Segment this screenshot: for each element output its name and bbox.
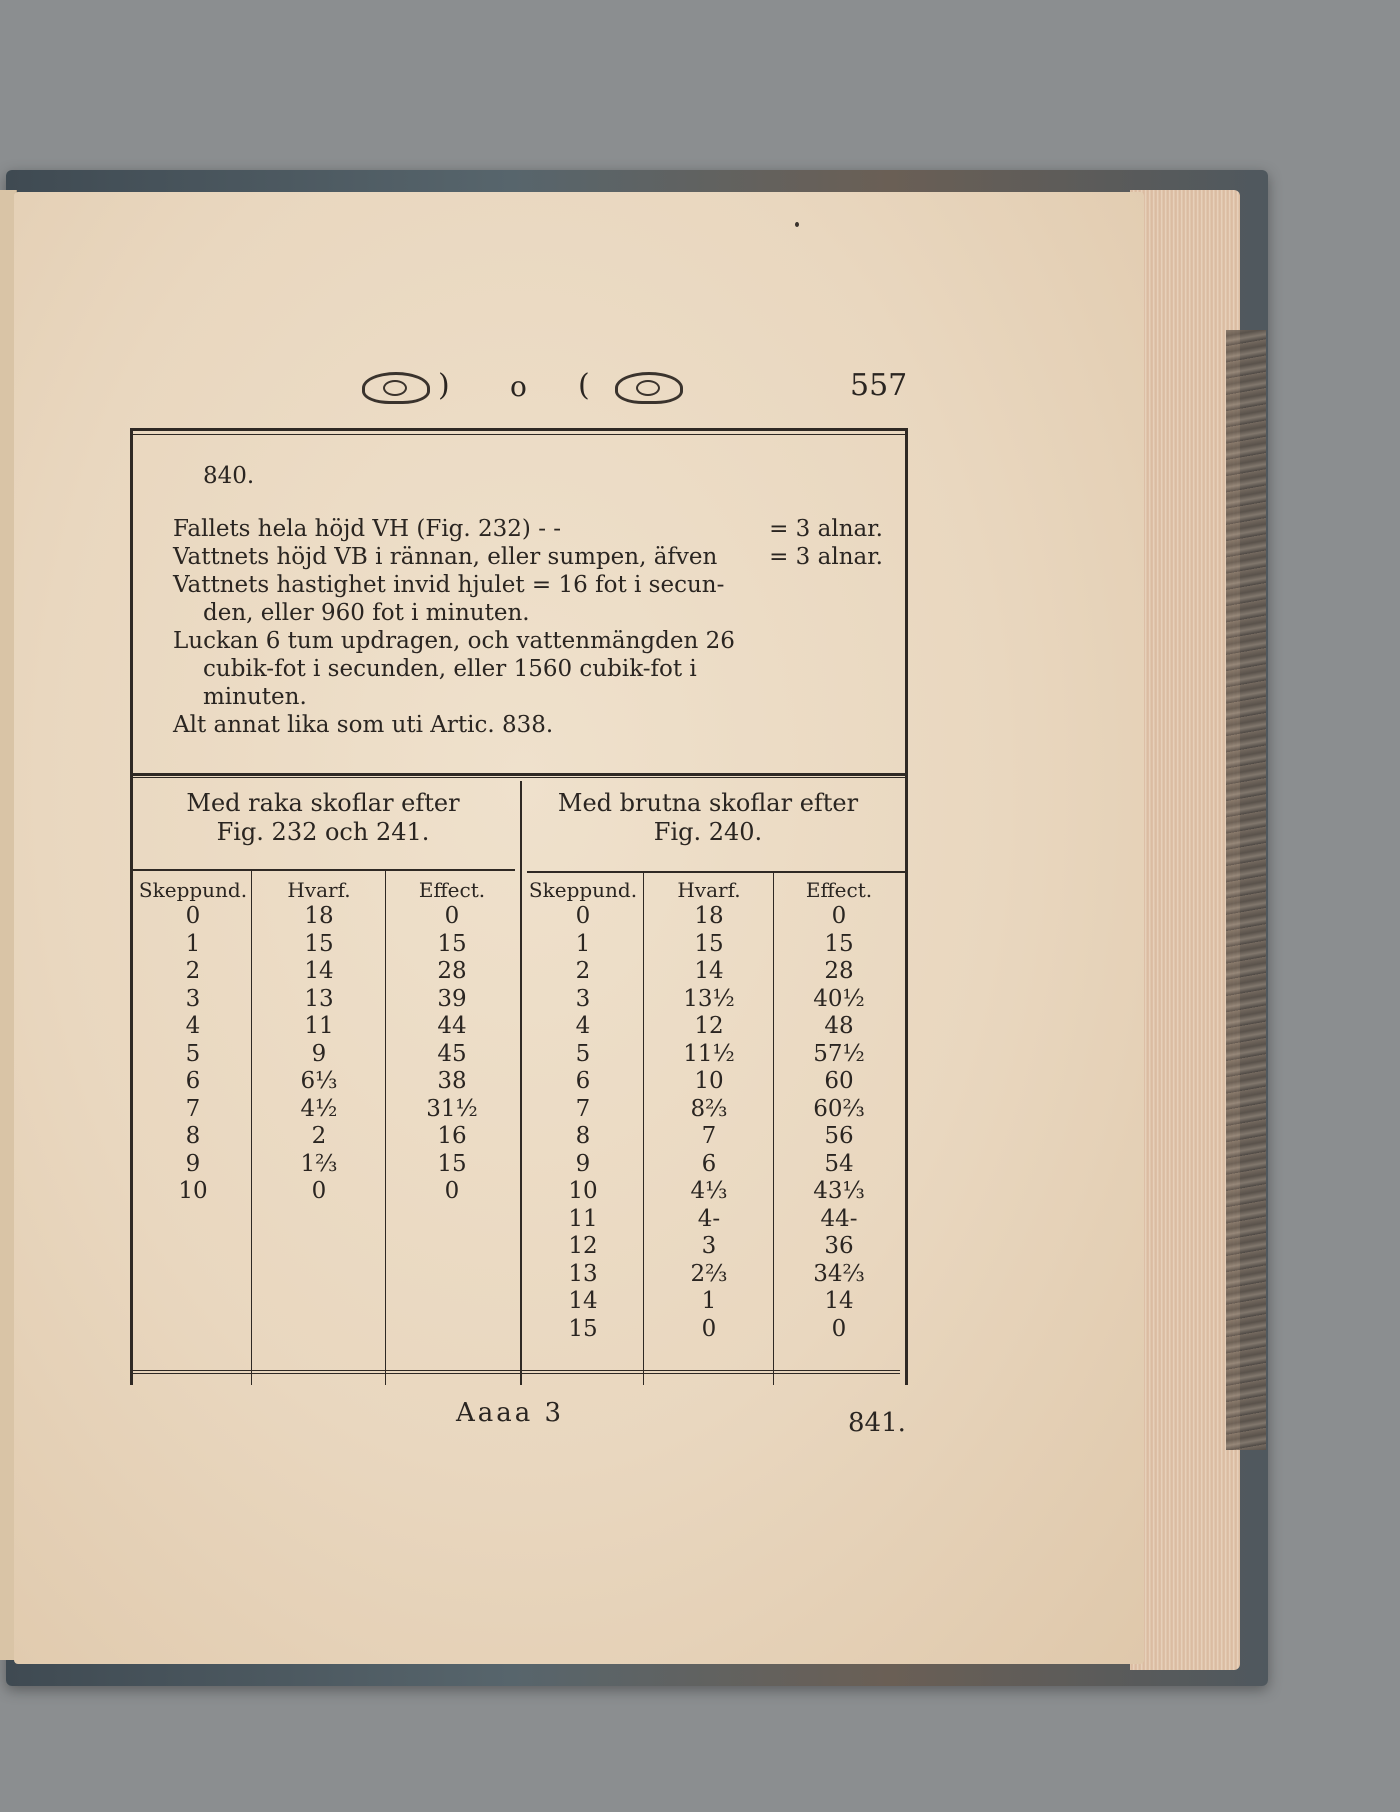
group-heading-left — [153, 789, 493, 847]
table-cell: 4- — [697, 1205, 721, 1232]
ornament-paren: ( — [578, 368, 590, 403]
group-heading-line: Fig. 232 och 241. — [216, 818, 430, 846]
table-cell: 60⅔ — [813, 1095, 865, 1122]
table-cell: 3 — [701, 1233, 717, 1259]
table-cell: 54 — [824, 1150, 854, 1177]
marbled-edge — [1226, 330, 1266, 1450]
table-cell: 0 — [444, 1178, 460, 1204]
group-divider — [520, 781, 522, 1385]
text-line-body: Luckan 6 tum updragen, och vattenmängden 26 — [173, 628, 735, 654]
column-rule — [527, 871, 905, 873]
ink-speck — [795, 222, 799, 227]
group-heading-line: Med brutna skoflar efter — [557, 789, 859, 817]
table-cell: 3 — [185, 985, 201, 1012]
signature-mark: Aaaa 3 — [456, 1398, 565, 1428]
table-cell: 0 — [311, 1178, 327, 1204]
table-cell: 5 — [185, 1040, 201, 1067]
table-cell: 6 — [575, 1068, 591, 1094]
table-cell: 6⅓ — [300, 1068, 338, 1094]
text-line-body: Vattnets hastighet invid hjulet = 16 fot i secun- — [173, 572, 725, 598]
article-number: 840. — [203, 463, 255, 489]
text-line — [173, 655, 893, 683]
bottom-rule — [130, 1370, 900, 1374]
text-line — [173, 627, 893, 655]
column-header: Skeppund. — [138, 878, 248, 902]
column-header: Effect. — [418, 878, 486, 902]
text-line-body: minuten. — [203, 684, 307, 710]
section-rule — [133, 773, 905, 776]
table-cell: 12 — [568, 1233, 598, 1259]
table-cell: 9 — [575, 1150, 591, 1177]
table-cell: 2 — [575, 958, 591, 984]
table-cell: 4⅓ — [690, 1178, 728, 1204]
table-cell: 2⅔ — [690, 1260, 728, 1287]
table-cell: 15 — [437, 930, 467, 957]
ornament-icon — [615, 372, 683, 404]
table-cell: 15 — [437, 1150, 467, 1177]
table-cell: 15 — [824, 930, 854, 957]
table-cell: 10 — [694, 1068, 724, 1094]
catchword: 841. — [848, 1408, 906, 1438]
table-cell: 57½ — [813, 1040, 865, 1067]
table-cell: 7 — [185, 1095, 201, 1122]
table-cell: 15 — [568, 1315, 598, 1342]
table-cell: 0 — [701, 1315, 717, 1342]
table-cell: 10 — [568, 1178, 598, 1204]
table-cell: 28 — [824, 958, 854, 984]
table-cell: 8 — [185, 1123, 201, 1149]
table-cell: 40½ — [813, 985, 865, 1012]
table-cell: 39 — [437, 985, 467, 1012]
text-line — [173, 571, 893, 599]
table-cell: 4 — [185, 1013, 201, 1039]
table-cell: 4 — [575, 1013, 591, 1039]
article-frame — [130, 428, 908, 1385]
text-line — [173, 543, 893, 571]
column-header: Effect. — [805, 878, 873, 902]
table-cell: 28 — [437, 958, 467, 984]
text-line — [173, 711, 893, 739]
column-header: Skeppund. — [528, 878, 638, 902]
col-left-effect — [389, 877, 515, 1206]
ornament-paren: ) — [438, 368, 450, 403]
table-cell: 1 — [575, 930, 591, 957]
table-cell: 11 — [304, 1013, 334, 1039]
table-cell: 8⅔ — [690, 1095, 728, 1122]
table-cell: 8 — [575, 1123, 591, 1149]
column-header: Hvarf. — [287, 878, 351, 902]
text-line — [173, 515, 893, 543]
table-cell: 13½ — [683, 985, 735, 1012]
text-line-body: Fallets hela höjd VH (Fig. 232) - - — [173, 516, 562, 542]
table-cell: 0 — [444, 903, 460, 929]
running-head — [350, 368, 916, 412]
table-cell: 14 — [824, 1288, 854, 1314]
page-edges — [1130, 190, 1240, 1670]
table-cell: 0 — [831, 1315, 847, 1342]
table-cell: 60 — [824, 1068, 854, 1094]
table-cell: 0 — [185, 903, 201, 929]
table-cell: 13 — [568, 1260, 598, 1287]
col-right-hvarf — [647, 877, 771, 1343]
table-cell: 7 — [575, 1095, 591, 1122]
table-cell: 5 — [575, 1040, 591, 1067]
text-line-body: den, eller 960 fot i minuten. — [203, 600, 530, 626]
text-line-value: = 3 alnar. — [769, 544, 883, 570]
column-header: Hvarf. — [677, 878, 741, 902]
double-rule — [133, 434, 905, 435]
table-cell: 38 — [437, 1068, 467, 1094]
table-cell: 48 — [824, 1013, 854, 1039]
table-cell: 13 — [304, 985, 334, 1012]
column-divider — [385, 871, 386, 1385]
col-left-hvarf — [255, 877, 383, 1206]
page-number: 557 — [850, 368, 908, 403]
table-cell: 6 — [701, 1150, 717, 1177]
table-cell: 1 — [185, 930, 201, 957]
text-line-body: cubik-fot i secunden, eller 1560 cubik-fot i — [203, 656, 697, 682]
text-line-body: Alt annat lika som uti Artic. 838. — [173, 712, 554, 738]
table-cell: 18 — [694, 903, 724, 929]
table-cell: 36 — [824, 1233, 854, 1259]
table-cell: 2 — [185, 958, 201, 984]
text-line-body: Vattnets höjd VB i rännan, eller sumpen, äfven — [173, 544, 718, 570]
table-cell: 43⅓ — [813, 1178, 865, 1204]
section-rule — [133, 777, 905, 778]
table-cell: 14 — [694, 958, 724, 984]
ornament-circle: o — [510, 370, 527, 403]
table-cell: 56 — [824, 1123, 854, 1149]
table-cell: 11½ — [683, 1040, 735, 1067]
column-rule — [133, 869, 515, 871]
group-heading-line: Fig. 240. — [653, 818, 763, 846]
group-heading-line: Med raka skoflar efter — [186, 789, 460, 817]
table-cell: 9 — [311, 1040, 327, 1067]
col-right-effect — [777, 877, 901, 1343]
table-cell: 0 — [575, 903, 591, 929]
col-left-skeppund — [137, 877, 249, 1206]
table-cell: 45 — [437, 1040, 467, 1067]
table-cell: 14 — [568, 1288, 598, 1314]
table-cell: 16 — [437, 1123, 467, 1149]
table-cell: 31½ — [426, 1095, 478, 1122]
article-text — [173, 515, 893, 739]
text-line — [173, 599, 893, 627]
column-divider — [643, 871, 644, 1385]
table-cell: 11 — [568, 1205, 598, 1232]
table-cell: 1⅔ — [300, 1150, 338, 1177]
text-line-value: = 3 alnar. — [769, 516, 883, 542]
table-cell: 4½ — [300, 1095, 338, 1122]
table-cell: 15 — [694, 930, 724, 957]
table-cell: 1 — [701, 1288, 717, 1314]
table-cell: 7 — [701, 1123, 717, 1149]
table-cell: 14 — [304, 958, 334, 984]
table-cell: 2 — [311, 1123, 327, 1149]
table-cell: 10 — [178, 1178, 208, 1204]
table-cell: 12 — [694, 1013, 724, 1039]
table-cell: 18 — [304, 903, 334, 929]
group-heading-right — [533, 789, 883, 847]
table-cell: 6 — [185, 1068, 201, 1094]
table-cell: 3 — [575, 985, 591, 1012]
table-cell: 0 — [831, 903, 847, 929]
table-cell: 15 — [304, 930, 334, 957]
table-cell: 44- — [820, 1205, 858, 1232]
column-divider — [773, 871, 774, 1385]
table-cell: 34⅔ — [813, 1260, 865, 1287]
column-divider — [251, 871, 252, 1385]
col-right-skeppund — [525, 877, 641, 1343]
text-line — [173, 683, 893, 711]
table-cell: 9 — [185, 1150, 201, 1177]
table-cell: 44 — [437, 1013, 467, 1039]
ornament-icon — [362, 372, 430, 404]
